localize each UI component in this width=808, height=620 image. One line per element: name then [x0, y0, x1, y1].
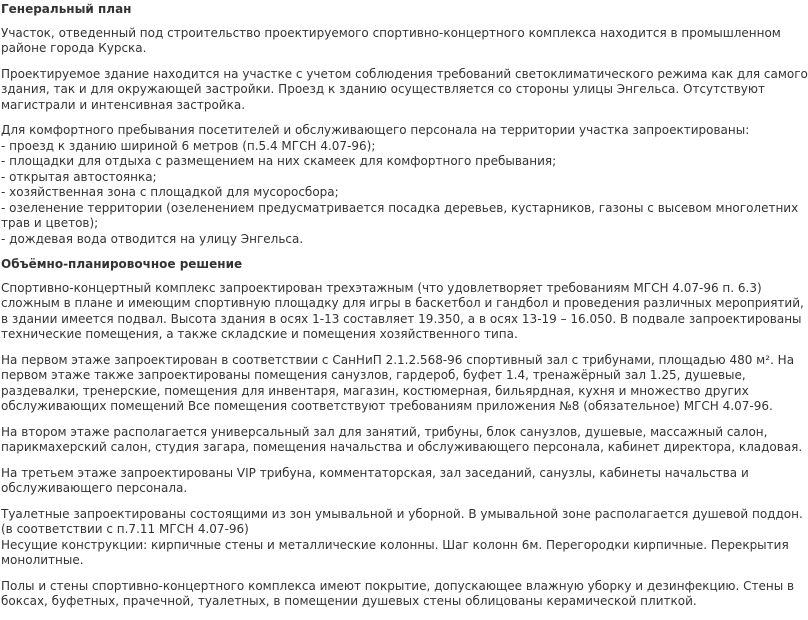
- paragraph-list: [1, 123, 799, 247]
- text-line: боксах, буфетных, прачечной, туалетных, в помещении душевых стены облицованы керамической плиткой.: [1, 594, 697, 608]
- section-heading-general-plan: Генеральный план: [1, 2, 132, 16]
- paragraph: [1, 352, 795, 415]
- text-line: На первом этаже запроектирован в соответствии с СанНиП 2.1.2.568-96 спортивный зал с трибунами, площадью 480 м². На: [1, 352, 795, 367]
- document-body: [1, 0, 808, 620]
- text-line: здания, так и для окружающей застройки. Проезд к зданию осуществляется со стороны улицы Энгельса. Отсутствуют: [1, 82, 765, 96]
- text-line: первом этаже также запроектированы помещения санузлов, гардероб, буфет 1.4, тренажёрный зал 1.25, душевые,: [1, 368, 746, 382]
- paragraph: [1, 25, 781, 57]
- text-line: Спортивно-концертный комплекс запроектирован трехэтажным (что удовлетворяет требованиям МГСН 4.07-96 п. 6.3): [1, 280, 762, 295]
- text-line: в здании имеется подвал. Высота здания в осях 1-13 составляет 19.350, а в осях 13-19 – 16.050. В подвале запроектированы: [1, 311, 802, 326]
- paragraph: [1, 578, 795, 610]
- list-item: - площадки для отдыха с размещением на них скамеек для комфортного пребывания;: [1, 154, 557, 168]
- paragraph: [1, 506, 803, 569]
- text-line: обслуживающего персонала.: [1, 481, 188, 495]
- text-line: монолитные.: [1, 553, 84, 567]
- paragraph: [1, 66, 808, 114]
- text-line: технические помещения, а также складские и помещения хозяйственного типа.: [1, 327, 518, 341]
- text-line: районе города Курска.: [1, 41, 147, 55]
- text-line: Туалетные запроектированы состоящими из зон умывальной и уборной. В умывальной зоне располагается душевой поддон.: [1, 506, 803, 521]
- text-line: Полы и стены спортивно-концертного комплекса имеют покрытие, допускающее влажную уборку и дезинфекцию. Стены в: [1, 578, 795, 593]
- text-line: магистрали и интенсивная застройка.: [1, 97, 246, 112]
- text-line: парикмахерский салон, студия загара, помещения начальства и обслуживающего персонала, кабинет директора, кладовая.: [1, 440, 803, 454]
- text-line: На третьем этаже запроектированы VIP трибуна, комментаторская, зал заседаний, санузлы, кабинеты начальства и: [1, 465, 749, 480]
- list-item: - хозяйственная зона с площадкой для мусоросбора;: [1, 185, 339, 199]
- list-item: трав и цветов);: [1, 216, 99, 230]
- list-item: - озеленение территории (озеленением предусматривается посадка деревьев, кустарников, газоны с высевом многолетних: [1, 200, 799, 215]
- text-line: Участок, отведенный под строительство проектируемого спортивно-концертного комплекса находится в промышленном: [1, 25, 781, 40]
- paragraph: [1, 280, 804, 343]
- paragraph: [1, 465, 749, 497]
- text-line: Несущие конструкции: кирпичные стены и металлические колонны. Шаг колонн 6м. Перегородки кирпичные. Перекрытия: [1, 537, 789, 552]
- paragraph: [1, 424, 803, 456]
- text-line: сложным в плане и имеющим спортивную площадку для игры в баскетбол и гандбол и проведения различных мероприятий,: [1, 296, 804, 310]
- text-line: (в соответствии с п.7.11 МГСН 4.07-96): [1, 522, 249, 536]
- text-line: Проектируемое здание находится на участке с учетом соблюдения требований светоклиматического режима как для самого: [1, 66, 808, 81]
- text-line: Для комфортного пребывания посетителей и обслуживающего персонала на территории участка запроектированы:: [1, 123, 750, 137]
- list-item: - проезд к зданию шириной 6 метров (п.5.4 МГСН 4.07-96);: [1, 138, 376, 153]
- section-heading-space-planning: Объёмно-планировочное решение: [1, 257, 243, 271]
- text-line: раздевалки, тренерские, помещения для инвентаря, магазин, костюмерная, бильярдная, кухня и множество других: [1, 383, 749, 398]
- list-item: - открытая автостоянка;: [1, 169, 157, 184]
- text-line: На втором этаже располагается универсальный зал для занятий, трибуны, блок санузлов, душевые, массажный салон,: [1, 424, 768, 439]
- text-line: обслуживающих помещений Все помещения соответствуют требованиям приложения №8 (обязательное) МГСН 4.07-96.: [1, 399, 773, 413]
- list-item: - дождевая вода отводится на улицу Энгельса.: [1, 231, 304, 246]
